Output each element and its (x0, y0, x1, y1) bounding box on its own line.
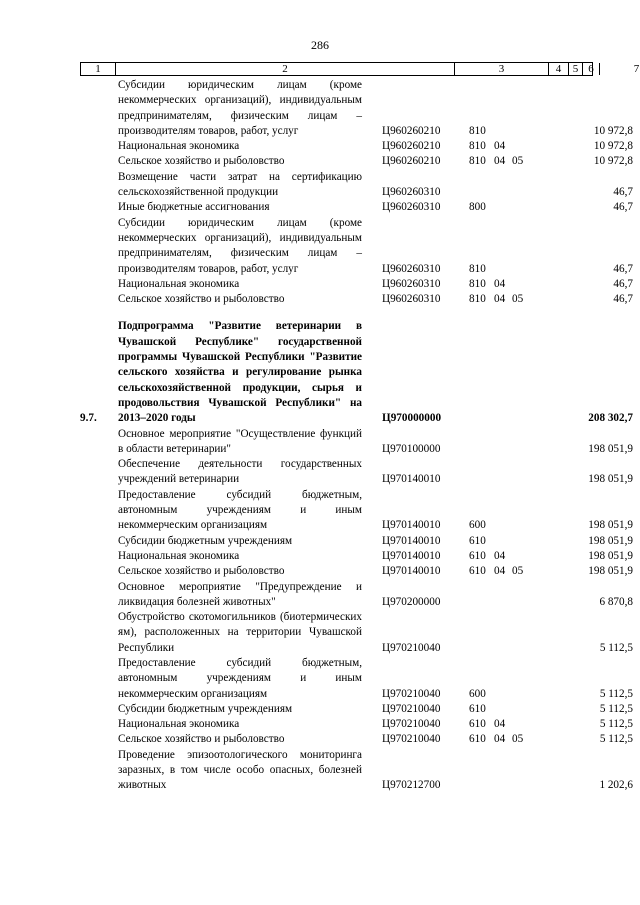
row-name: Сельское хозяйство и рыболовство (118, 155, 285, 168)
row-expense-type: 610 (469, 733, 486, 746)
row-section: 04 (494, 293, 506, 306)
table-row (80, 319, 640, 426)
table-row (80, 154, 640, 169)
row-name: Субсидии бюджетным учреждениям (118, 534, 293, 547)
row-name: Сельское хозяйство и рыболовство (118, 733, 285, 746)
row-expense-type: 600 (469, 687, 486, 700)
budget-table (80, 78, 640, 794)
row-code: Ц970210040 (382, 718, 441, 731)
row-amount: 198 051,9 (588, 534, 633, 547)
header-col-7: 7 (633, 63, 640, 75)
row-name: Возмещение части затрат на сертификацию сельскохозяйственной продукции (118, 170, 362, 199)
table-row (80, 732, 640, 747)
row-code: Ц970210040 (382, 702, 441, 715)
row-number: 9.7. (80, 412, 97, 425)
row-name: Обеспечение деятельности государственных учреждений ветеринарии (118, 458, 362, 486)
row-section: 04 (494, 733, 506, 746)
row-name: Подпрограмма "Развитие ветеринарии в Чувашской Республике" государственной программы Чувашской Республики "Развитие сельского хозяйства и регулирование рынка сельскохозяйственной продукции, сырья и продовольствия Чувашской Республики" на 2013–2020 годы (118, 320, 362, 425)
row-expense-type: 610 (469, 565, 486, 578)
header-col-4: 4 (549, 63, 569, 75)
row-name: Предоставление субсидий бюджетным, автономным учреждениям и иным некоммерческим организациям (118, 656, 362, 700)
row-amount: 208 302,7 (588, 412, 633, 425)
row-amount: 5 112,5 (599, 733, 633, 746)
row-amount: 5 112,5 (599, 687, 633, 700)
row-name: Иные бюджетные ассигнования (118, 201, 270, 214)
row-expense-type: 810 (469, 262, 486, 275)
row-code: Ц970210040 (382, 687, 441, 700)
row-code: Ц970200000 (382, 595, 441, 608)
table-row (80, 748, 640, 794)
row-code: Ц970210040 (382, 733, 441, 746)
row-expense-type: 610 (469, 702, 486, 715)
table-row (80, 292, 640, 307)
row-expense-type: 810 (469, 293, 486, 306)
row-section: 04 (494, 565, 506, 578)
row-code: Ц970140010 (382, 473, 441, 486)
header-col-2: 2 (116, 63, 455, 75)
row-amount: 46,7 (613, 293, 633, 306)
page-number: 286 (311, 38, 329, 52)
table-row (80, 78, 640, 139)
table-row (80, 534, 640, 549)
table-row (80, 427, 640, 458)
row-name: Обустройство скотомогильников (биотермических ям), расположенных на территории Чувашской Республики (118, 611, 362, 654)
row-amount: 5 112,5 (599, 718, 633, 731)
row-name: Национальная экономика (118, 549, 240, 562)
row-amount: 1 202,6 (599, 779, 633, 792)
row-amount: 198 051,9 (588, 473, 633, 486)
row-code: Ц970140010 (382, 549, 441, 562)
row-name: Национальная экономика (118, 277, 240, 290)
row-subsection: 05 (512, 733, 524, 746)
row-code: Ц970210040 (382, 641, 441, 654)
row-subsection: 05 (512, 565, 524, 578)
row-expense-type: 800 (469, 201, 486, 214)
row-name: Субсидии юридическим лицам (кроме некоммерческих организаций), индивидуальным предпринимателям, физическим лицам – производителям товаров, работ, услуг (118, 79, 362, 137)
row-amount: 198 051,9 (588, 442, 633, 455)
table-row (80, 170, 640, 201)
row-amount: 198 051,9 (588, 565, 633, 578)
row-name: Сельское хозяйство и рыболовство (118, 565, 285, 578)
row-code: Ц970140010 (382, 565, 441, 578)
row-amount: 46,7 (613, 277, 633, 290)
row-expense-type: 810 (469, 277, 486, 290)
row-name: Национальная экономика (118, 140, 240, 153)
row-code: Ц960260310 (382, 277, 441, 290)
table-row (80, 580, 640, 611)
row-code: Ц970000000 (382, 412, 442, 425)
row-section: 04 (494, 277, 506, 290)
table-row (80, 656, 640, 702)
table-row (80, 702, 640, 717)
row-name: Основное мероприятие "Предупреждение и ликвидация болезней животных" (118, 580, 362, 608)
header-col-1: 1 (81, 63, 116, 75)
table-row (80, 457, 640, 488)
row-name: Проведение эпизоотологического мониторинга заразных, в том числе особо опасных, болезней животных (118, 748, 362, 792)
row-amount: 46,7 (613, 201, 633, 214)
row-name: Основное мероприятие "Осуществление функций в области ветеринарии" (118, 427, 362, 455)
row-name: Субсидии бюджетным учреждениям (118, 702, 293, 715)
row-subsection: 05 (512, 155, 524, 168)
row-name: Национальная экономика (118, 718, 240, 731)
table-row (80, 216, 640, 277)
row-section: 04 (494, 140, 506, 153)
row-name: Предоставление субсидий бюджетным, автономным учреждениям и иным некоммерческим организациям (118, 488, 362, 532)
row-code: Ц960260310 (382, 293, 441, 306)
row-code: Ц960260310 (382, 201, 441, 214)
row-section: 04 (494, 549, 506, 562)
row-code: Ц960260210 (382, 155, 441, 168)
table-row (80, 200, 640, 215)
header-col-3: 3 (455, 63, 549, 75)
header-col-6: 6 (583, 63, 600, 75)
row-expense-type: 610 (469, 534, 486, 547)
table-row (80, 549, 640, 564)
table-row (80, 564, 640, 579)
row-amount: 46,7 (613, 186, 633, 199)
row-amount: 10 972,8 (593, 140, 633, 153)
row-amount: 10 972,8 (593, 155, 633, 168)
row-amount: 198 051,9 (588, 519, 633, 532)
row-expense-type: 810 (469, 124, 486, 137)
row-subsection: 05 (512, 293, 524, 306)
row-gap (80, 307, 640, 319)
row-code: Ц970140010 (382, 534, 441, 547)
table-row (80, 139, 640, 154)
row-name: Сельское хозяйство и рыболовство (118, 293, 285, 306)
row-expense-type: 600 (469, 519, 486, 532)
row-expense-type: 610 (469, 718, 486, 731)
row-section: 04 (494, 155, 506, 168)
row-section: 04 (494, 718, 506, 731)
table-row (80, 717, 640, 732)
row-code: Ц960260310 (382, 186, 441, 199)
header-col-5: 5 (569, 63, 583, 75)
row-code: Ц970100000 (382, 442, 441, 455)
row-code: Ц970212700 (382, 779, 441, 792)
row-expense-type: 810 (469, 155, 486, 168)
row-code: Ц970140010 (382, 519, 441, 532)
table-row (80, 488, 640, 534)
row-amount: 46,7 (613, 262, 633, 275)
row-amount: 198 051,9 (588, 549, 633, 562)
row-name: Субсидии юридическим лицам (кроме некоммерческих организаций), индивидуальным предпринимателям, физическим лицам – производителям товаров, работ, услуг (118, 216, 362, 275)
row-code: Ц960260210 (382, 140, 441, 153)
row-expense-type: 810 (469, 140, 486, 153)
row-amount: 6 870,8 (599, 595, 633, 608)
table-row (80, 277, 640, 292)
row-code: Ц960260310 (382, 262, 441, 275)
row-amount: 10 972,8 (593, 124, 633, 137)
table-row (80, 610, 640, 656)
table-header (80, 62, 640, 76)
row-amount: 5 112,5 (599, 641, 633, 654)
row-code: Ц960260210 (382, 124, 441, 137)
row-expense-type: 610 (469, 549, 486, 562)
row-amount: 5 112,5 (599, 702, 633, 715)
